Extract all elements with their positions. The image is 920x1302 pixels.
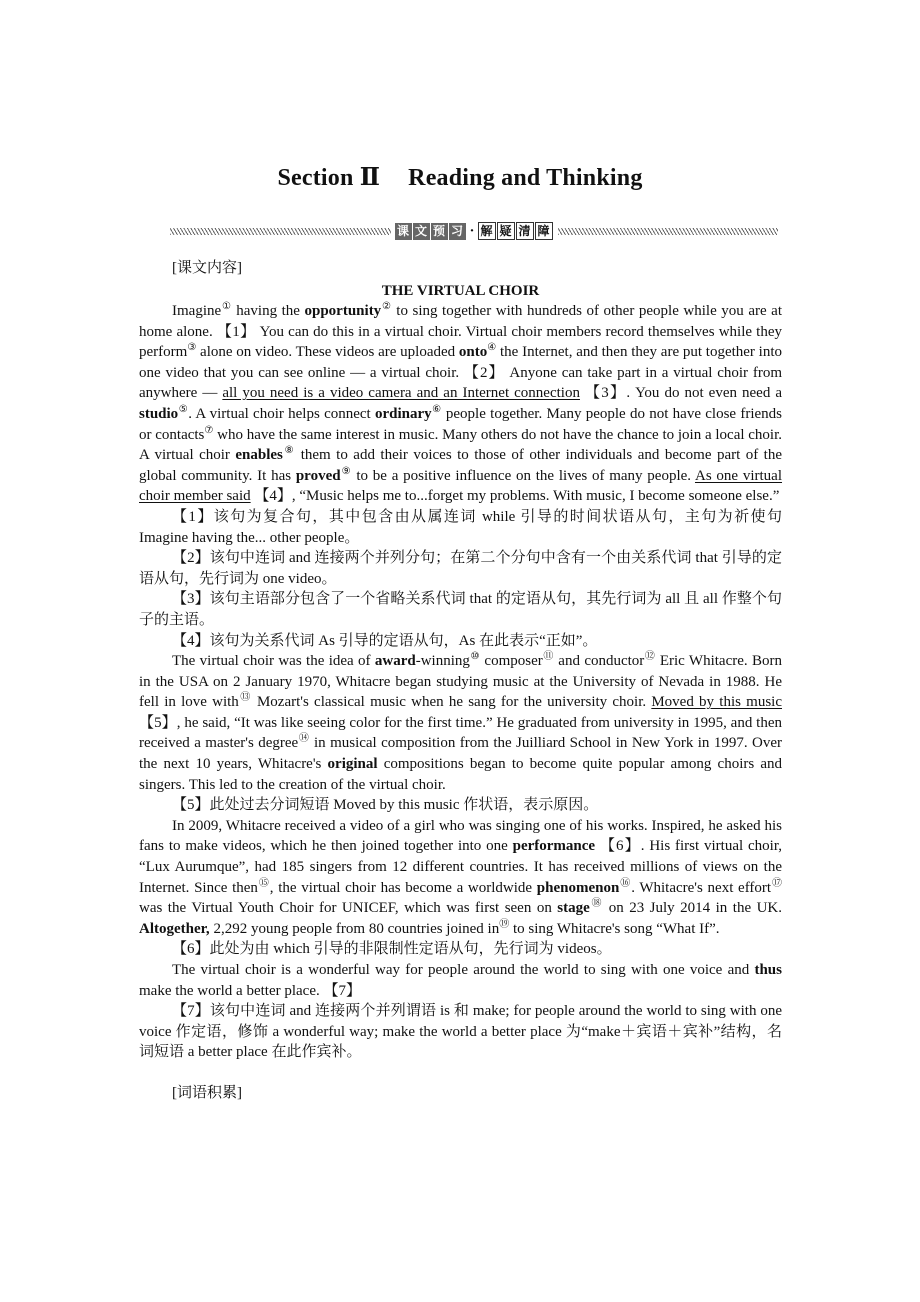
paragraph (139, 301, 782, 507)
annotation-number: ③ (187, 342, 197, 354)
key-word: opportunity (304, 303, 382, 319)
paragraph (139, 631, 782, 652)
banner-char: 文 (413, 223, 430, 240)
section-label-vocab: [词语积累] (172, 1084, 242, 1101)
banner-char: 解 (478, 222, 496, 240)
annotation-number: ⑤ (178, 403, 189, 415)
key-word: proved (295, 467, 341, 484)
paragraph (139, 651, 782, 795)
text-run: 【5】, he said, “It was like seeing color for the first time.” He graduated from university in 1995, and then received a master's degree (139, 714, 782, 752)
annotation-number: ⑰ (771, 877, 783, 889)
text-run: and conductor (553, 653, 645, 670)
text-run: Imagine (172, 303, 222, 319)
key-word: original (327, 756, 378, 773)
article-heading: THE VIRTUAL CHOIR (381, 282, 540, 299)
paragraph (139, 795, 782, 816)
annotation-number: ⑧ (282, 445, 296, 457)
text-run: 【2】该句中连词 and 连接两个并列分句；在第二个分句中含有一个由关系代词 that 引导的定语从句，先行词为 one video。 (139, 550, 782, 587)
text-run: 【6】. His first virtual choir, “Lux Aurumque”, had 185 singers from 12 different countries. It has received millions of views on the Internet. Since then (139, 838, 782, 896)
text-run: . A virtual choir helps connect (188, 405, 375, 422)
text-run: to be a positive influence on the lives of many people. (351, 467, 695, 484)
text-run: to sing Whitacre's song “What If”. (509, 920, 720, 937)
title-section: Section Ⅱ (277, 165, 381, 191)
text-run: 【3】该句主语部分包含了一个省略关系代词 that 的定语从句，其先行词为 all 且 all 作整个句子的主语。 (139, 591, 782, 628)
annotation-number: ⑯ (619, 877, 632, 889)
text-run: 2,292 young people from 80 countries joined in (209, 920, 500, 937)
annotation-number: ① (221, 301, 232, 312)
text-run: 【7】该句中连词 and 连接两个并列谓语 is 和 make; for people around the world to sing with one voice 作定语，修饰 a wonderful way; make the world a better place 为“make＋宾语＋宾补”结构，名词短语 a better place 在此作宾补。 (139, 1003, 782, 1061)
text-run: . Whitacre's next effort (631, 879, 772, 896)
paragraph (139, 960, 782, 1001)
text-run: 【1】该句为复合句，其中包含由从属连词 while 引导的时间状语从句，主句为祈使句 Imagine having the... other people。 (139, 508, 782, 546)
text-run: having the (231, 303, 305, 319)
text-run: on 23 July 2014 in the UK. (603, 900, 782, 917)
section-label-text: [课文内容] (172, 260, 242, 276)
text-run: , the virtual choir has become a worldwide (269, 879, 537, 896)
annotation-number: ⑨ (340, 465, 352, 477)
underlined-phrase: all you need is a video camera and an Internet connection (222, 385, 580, 402)
paragraph (139, 816, 782, 940)
text-run: 【5】此处过去分词短语 Moved by this music 作状语，表示原因。 (172, 797, 599, 814)
text-run: -winning (415, 653, 470, 670)
banner-char: 预 (431, 223, 448, 240)
hatch-divider-left (170, 228, 391, 235)
key-word: award (374, 653, 416, 670)
key-word: stage (557, 900, 590, 917)
text-run: people together. Many people do not have close friends or contacts (139, 405, 782, 443)
annotation-number: ② (381, 301, 392, 312)
banner-char: 清 (516, 222, 534, 240)
annotation-number: ⑬ (238, 692, 252, 704)
annotation-number: ⑩ (469, 651, 481, 663)
text-run: The virtual choir was the idea of (172, 653, 375, 670)
annotation-number: ⑭ (298, 733, 310, 745)
text-run: The virtual choir is a wonderful way for people around the world to sing with one voice and (172, 962, 755, 978)
annotation-number: ⑲ (499, 918, 510, 930)
text-run: who have the same interest in music. Many others do not have the chance to join a local choir. A virtual choir (139, 426, 783, 464)
text-run: alone on video. These videos are uploaded (196, 344, 459, 361)
annotation-number: ⑱ (589, 898, 604, 910)
paragraph (139, 589, 782, 630)
paragraph (139, 939, 782, 960)
key-word: performance (512, 838, 596, 855)
paragraph (139, 548, 782, 589)
text-run: 【6】此处为由 which 引导的非限制性定语从句，先行词为 videos。 (172, 941, 612, 958)
title-topic: Reading and Thinking (408, 165, 643, 191)
text-run: compositions began to become quite popular among choirs and singers. This led to the creation of the virtual choir. (139, 756, 782, 793)
document-body (139, 258, 782, 1103)
key-word: enables (235, 447, 283, 464)
underlined-phrase: Moved by this music (651, 694, 782, 711)
banner-separator: · (469, 222, 475, 239)
banner-char: 习 (449, 223, 466, 240)
text-run: Eric Whitacre. Born in the USA on 2 January 1970, Whitacre began studying music at the University of Nevada in 1988. He fell in love with (139, 653, 782, 711)
text-run: make the world a better place. 【7】 (139, 982, 361, 999)
text-run: composer (480, 653, 543, 670)
text-run: them to add their voices to those of other individuals and become part of the global community. It has (139, 447, 782, 484)
text-run: in musical composition from the Juilliard School in New York in 1997. Over the next 10 years, Whitacre's (139, 735, 782, 773)
text-run: 【4】, “Music helps me to...forget my problems. With music, I become someone else.” (250, 488, 780, 505)
text-run: the Internet, and then they are put together into one video that you can see online — a virtual choir. 【2】 Anyone can take part in a virtual choir from anywhere — (139, 344, 783, 402)
text-run: In 2009, Whitacre received a video of a girl who was singing one of his works. Inspired, he asked his fans to make videos, which he then joined together into one (139, 817, 782, 855)
annotation-number: ⑦ (204, 424, 214, 436)
annotation-number: ⑪ (542, 651, 554, 663)
text-run: to sing together with hundreds of other people while you are at home alone. 【1】 You can do this in a virtual choir. Virtual choir members record themselves while they perform (139, 303, 782, 361)
text-run: Mozart's classical music when he sang for the university choir. (251, 694, 652, 711)
text-run: 【4】该句为关系代词 As 引导的定语从句，As 在此表示“正如”。 (172, 632, 598, 649)
key-word: thus (754, 962, 782, 978)
key-word: onto (458, 344, 488, 361)
underlined-phrase: As one virtual choir member said (139, 467, 783, 505)
article-paragraphs (139, 301, 782, 1063)
section-banner (170, 221, 778, 241)
banner-char: 疑 (497, 222, 515, 240)
annotation-number: ⑫ (644, 651, 656, 663)
hatch-divider-right (558, 228, 779, 235)
paragraph (139, 1001, 782, 1063)
key-word: Altogether, (139, 920, 210, 937)
banner-char: 课 (395, 223, 412, 240)
annotation-number: ⑮ (257, 877, 270, 889)
page-title (0, 162, 920, 192)
text-run: 【3】. You do not even need a (579, 385, 782, 402)
key-word: ordinary (374, 405, 432, 422)
text-run: was the Virtual Youth Choir for UNICEF, which was first seen on (139, 900, 558, 917)
annotation-number: ④ (487, 342, 497, 354)
key-word: phenomenon (536, 879, 620, 896)
key-word: studio (139, 405, 179, 422)
paragraph (139, 507, 782, 548)
annotation-number: ⑥ (431, 403, 442, 415)
banner-char: 障 (535, 222, 553, 240)
